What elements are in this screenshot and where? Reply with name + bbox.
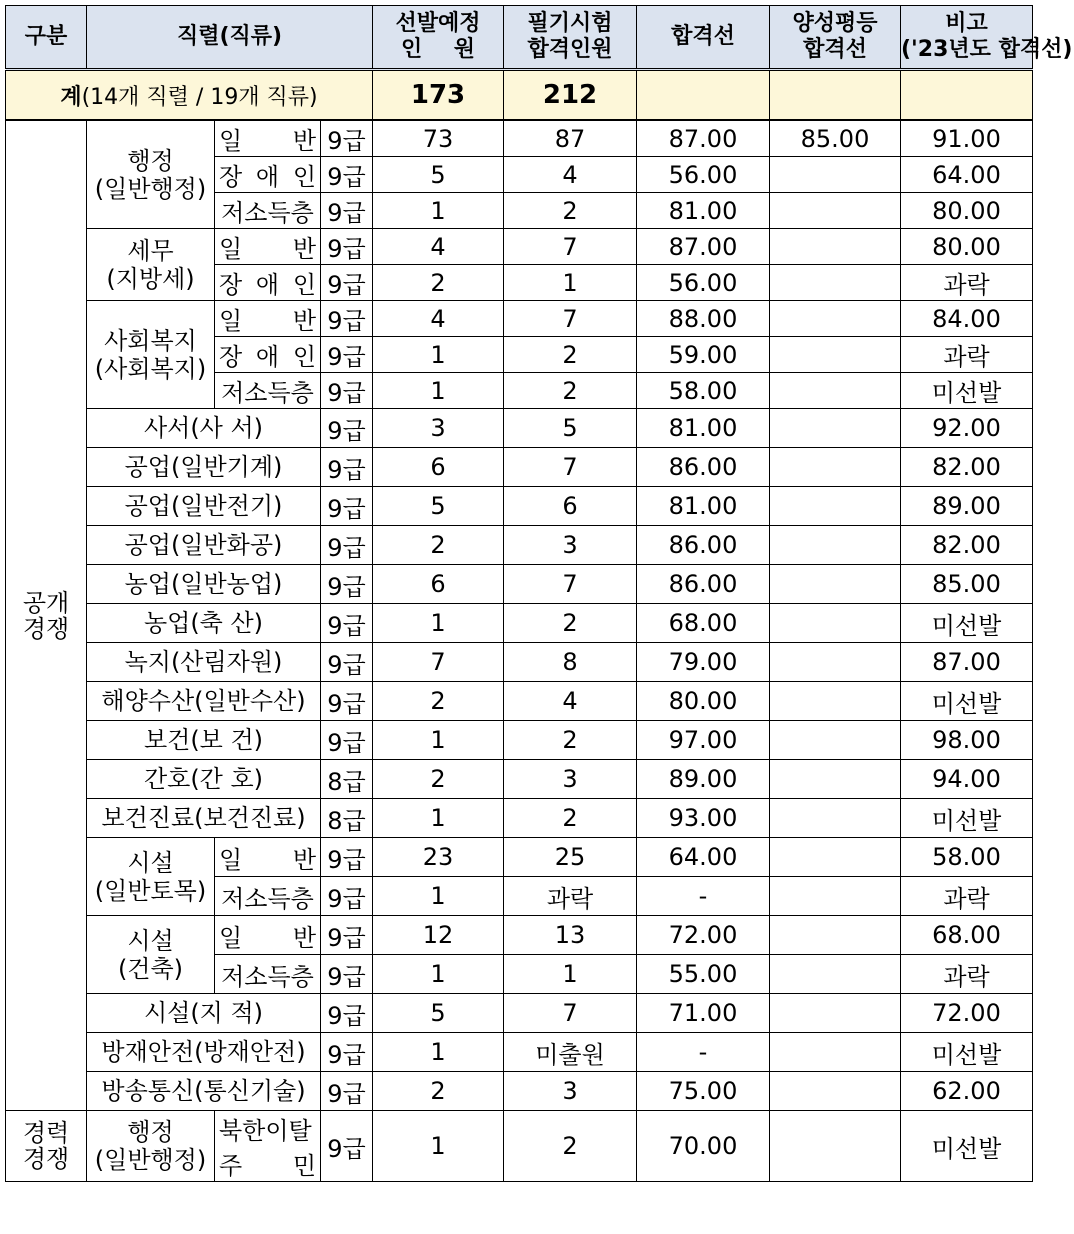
- series-sub-cell: 장 애 인: [215, 337, 321, 373]
- planned-cell: 2: [373, 1072, 504, 1111]
- planned-cell: 6: [373, 448, 504, 487]
- written-cell: 1: [504, 955, 637, 994]
- note-cell: 미선발: [901, 1033, 1033, 1072]
- cutoff-cell: 68.00: [637, 604, 770, 643]
- written-cell: 2: [504, 373, 637, 409]
- planned-cell: 2: [373, 760, 504, 799]
- total-planned: 173: [373, 70, 504, 121]
- table-row: [6, 120, 1033, 157]
- grade-cell: 9급: [321, 337, 373, 373]
- cutoff-cell: 86.00: [637, 565, 770, 604]
- note-cell: 58.00: [901, 838, 1033, 877]
- gender-cutoff-cell: [770, 1033, 901, 1072]
- gender-cutoff-cell: [770, 877, 901, 916]
- note-cell: 82.00: [901, 526, 1033, 565]
- gender-cutoff-cell: [770, 721, 901, 760]
- total-cutoff: [637, 70, 770, 121]
- gender-cutoff-cell: [770, 799, 901, 838]
- total-row: [6, 70, 1033, 121]
- cutoff-cell: 59.00: [637, 337, 770, 373]
- series-cell: 시설(지 적): [87, 994, 321, 1033]
- grade-cell: 9급: [321, 838, 373, 877]
- table-row: [6, 448, 1033, 487]
- written-cell: 2: [504, 721, 637, 760]
- header-note-line2: ('23년도 합격선): [901, 37, 1073, 62]
- grade-cell: 9급: [321, 682, 373, 721]
- section-open-competition: 공개 경쟁: [6, 120, 87, 1111]
- series-job-cell: 행정 (일반행정): [87, 1111, 215, 1182]
- gender-cutoff-cell: [770, 409, 901, 448]
- grade-cell: 9급: [321, 994, 373, 1033]
- gender-cutoff-cell: [770, 643, 901, 682]
- header-planned: [373, 6, 504, 70]
- cutoff-cell: -: [637, 1033, 770, 1072]
- cutoff-cell: 89.00: [637, 760, 770, 799]
- cutoff-cell: 87.00: [637, 229, 770, 265]
- header-row: [6, 6, 1033, 70]
- series-cell: 보건(보 건): [87, 721, 321, 760]
- series-cell: 녹지(산림자원): [87, 643, 321, 682]
- grade-cell: 9급: [321, 565, 373, 604]
- series-cell: 사서(사 서): [87, 409, 321, 448]
- series-sub-cell: 장 애 인: [215, 265, 321, 301]
- gender-cutoff-cell: [770, 265, 901, 301]
- table-row: [6, 994, 1033, 1033]
- table-row: [6, 1033, 1033, 1072]
- written-cell: 4: [504, 682, 637, 721]
- cutoff-cell: 81.00: [637, 487, 770, 526]
- cutoff-cell: 81.00: [637, 193, 770, 229]
- cutoff-cell: 80.00: [637, 682, 770, 721]
- table-row: [6, 838, 1033, 877]
- total-note: [901, 70, 1033, 121]
- cutoff-cell: 86.00: [637, 448, 770, 487]
- written-cell: 2: [504, 799, 637, 838]
- cutoff-cell: 87.00: [637, 120, 770, 157]
- cutoff-cell: 86.00: [637, 526, 770, 565]
- cutoff-cell: 75.00: [637, 1072, 770, 1111]
- written-cell: 3: [504, 760, 637, 799]
- note-cell: 68.00: [901, 916, 1033, 955]
- section-career-competition: 경력 경쟁: [6, 1111, 87, 1182]
- recruitment-results-sheet: [5, 5, 1073, 1182]
- series-job-cell: 행정 (일반행정): [87, 120, 215, 229]
- cutoff-cell: 64.00: [637, 838, 770, 877]
- header-planned-line1: 선발예정: [395, 11, 481, 36]
- planned-cell: 1: [373, 721, 504, 760]
- cutoff-cell: 81.00: [637, 409, 770, 448]
- written-cell: 87: [504, 120, 637, 157]
- table-row: [6, 760, 1033, 799]
- gender-cutoff-cell: [770, 604, 901, 643]
- grade-cell: 9급: [321, 487, 373, 526]
- cutoff-cell: 97.00: [637, 721, 770, 760]
- note-cell: 80.00: [901, 193, 1033, 229]
- results-table: [5, 5, 1073, 1182]
- cutoff-cell: 56.00: [637, 157, 770, 193]
- planned-cell: 73: [373, 120, 504, 157]
- grade-cell: 9급: [321, 193, 373, 229]
- written-cell: 2: [504, 604, 637, 643]
- written-cell: 과락: [504, 877, 637, 916]
- gender-cutoff-cell: [770, 301, 901, 337]
- written-cell: 6: [504, 487, 637, 526]
- series-cell: 농업(축 산): [87, 604, 321, 643]
- planned-cell: 1: [373, 1033, 504, 1072]
- grade-cell: 9급: [321, 157, 373, 193]
- series-sub-cell: 저소득층: [215, 193, 321, 229]
- planned-cell: 12: [373, 916, 504, 955]
- series-sub-cell: 일 반: [215, 916, 321, 955]
- note-cell: 미선발: [901, 373, 1033, 409]
- grade-cell: 9급: [321, 373, 373, 409]
- cutoff-cell: 88.00: [637, 301, 770, 337]
- planned-cell: 1: [373, 193, 504, 229]
- series-cell: 간호(간 호): [87, 760, 321, 799]
- note-cell: 87.00: [901, 643, 1033, 682]
- total-label-rest: (14개 직렬 / 19개 직류): [81, 84, 318, 110]
- planned-cell: 2: [373, 265, 504, 301]
- note-cell: 과락: [901, 265, 1033, 301]
- total-gender: [770, 70, 901, 121]
- series-sub-cell: 일 반: [215, 229, 321, 265]
- series-cell: 방송통신(통신기술): [87, 1072, 321, 1111]
- table-row: [6, 1072, 1033, 1111]
- gender-cutoff-cell: 85.00: [770, 120, 901, 157]
- written-cell: 2: [504, 1111, 637, 1182]
- written-cell: 3: [504, 526, 637, 565]
- cutoff-cell: 72.00: [637, 916, 770, 955]
- series-job-cell: 사회복지 (사회복지): [87, 301, 215, 409]
- grade-cell: 9급: [321, 301, 373, 337]
- note-cell: 미선발: [901, 1111, 1033, 1182]
- series-sub-cell: 저소득층: [215, 373, 321, 409]
- gender-cutoff-cell: [770, 994, 901, 1033]
- grade-cell: 9급: [321, 1072, 373, 1111]
- planned-cell: 1: [373, 373, 504, 409]
- gender-cutoff-cell: [770, 1111, 901, 1182]
- written-cell: 25: [504, 838, 637, 877]
- gender-cutoff-cell: [770, 487, 901, 526]
- series-job-cell: 세무 (지방세): [87, 229, 215, 301]
- grade-cell: 9급: [321, 721, 373, 760]
- total-written: 212: [504, 70, 637, 121]
- planned-cell: 1: [373, 337, 504, 373]
- note-cell: 과락: [901, 955, 1033, 994]
- gender-cutoff-cell: [770, 193, 901, 229]
- note-cell: 84.00: [901, 301, 1033, 337]
- note-cell: 미선발: [901, 682, 1033, 721]
- cutoff-cell: 70.00: [637, 1111, 770, 1182]
- header-written: [504, 6, 637, 70]
- cutoff-cell: 55.00: [637, 955, 770, 994]
- table-row: [6, 643, 1033, 682]
- planned-cell: 1: [373, 799, 504, 838]
- note-cell: 92.00: [901, 409, 1033, 448]
- table-row: [6, 721, 1033, 760]
- cutoff-cell: 93.00: [637, 799, 770, 838]
- note-cell: 미선발: [901, 799, 1033, 838]
- series-cell: 공업(일반화공): [87, 526, 321, 565]
- header-series: 직렬(직류): [87, 6, 373, 70]
- header-gender-line1: 양성평등: [792, 11, 878, 36]
- table-row: [6, 799, 1033, 838]
- header-note-line1: 비고: [945, 11, 988, 36]
- grade-cell: 9급: [321, 643, 373, 682]
- planned-cell: 1: [373, 604, 504, 643]
- series-sub-cell: 장 애 인: [215, 157, 321, 193]
- table-row: [6, 1111, 1033, 1182]
- gender-cutoff-cell: [770, 1072, 901, 1111]
- gender-cutoff-cell: [770, 337, 901, 373]
- gender-cutoff-cell: [770, 526, 901, 565]
- note-cell: 82.00: [901, 448, 1033, 487]
- written-cell: 3: [504, 1072, 637, 1111]
- series-sub-cell: 저소득층: [215, 877, 321, 916]
- planned-cell: 7: [373, 643, 504, 682]
- cutoff-cell: 79.00: [637, 643, 770, 682]
- series-job-cell: 시설 (일반토목): [87, 838, 215, 916]
- series-cell: 방재안전(방재안전): [87, 1033, 321, 1072]
- gender-cutoff-cell: [770, 682, 901, 721]
- written-cell: 2: [504, 193, 637, 229]
- note-cell: 98.00: [901, 721, 1033, 760]
- grade-cell: 9급: [321, 877, 373, 916]
- cutoff-cell: -: [637, 877, 770, 916]
- series-sub-cell: 저소득층: [215, 955, 321, 994]
- planned-cell: 6: [373, 565, 504, 604]
- table-row: [6, 604, 1033, 643]
- grade-cell: 9급: [321, 120, 373, 157]
- written-cell: 7: [504, 565, 637, 604]
- written-cell: 4: [504, 157, 637, 193]
- grade-cell: 8급: [321, 799, 373, 838]
- written-cell: 7: [504, 301, 637, 337]
- planned-cell: 23: [373, 838, 504, 877]
- written-cell: 7: [504, 229, 637, 265]
- series-cell: 농업(일반농업): [87, 565, 321, 604]
- written-cell: 8: [504, 643, 637, 682]
- table-row: [6, 682, 1033, 721]
- grade-cell: 8급: [321, 760, 373, 799]
- written-cell: 7: [504, 994, 637, 1033]
- note-cell: 91.00: [901, 120, 1033, 157]
- planned-cell: 1: [373, 1111, 504, 1182]
- gender-cutoff-cell: [770, 565, 901, 604]
- grade-cell: 9급: [321, 229, 373, 265]
- gender-cutoff-cell: [770, 448, 901, 487]
- planned-cell: 5: [373, 487, 504, 526]
- grade-cell: 9급: [321, 526, 373, 565]
- planned-cell: 2: [373, 526, 504, 565]
- written-cell: 1: [504, 265, 637, 301]
- table-row: [6, 409, 1033, 448]
- total-label: [6, 70, 373, 121]
- gender-cutoff-cell: [770, 955, 901, 994]
- note-cell: 과락: [901, 337, 1033, 373]
- written-cell: 5: [504, 409, 637, 448]
- grade-cell: 9급: [321, 955, 373, 994]
- note-cell: 85.00: [901, 565, 1033, 604]
- planned-cell: 4: [373, 301, 504, 337]
- written-cell: 2: [504, 337, 637, 373]
- table-row: [6, 565, 1033, 604]
- gender-cutoff-cell: [770, 373, 901, 409]
- planned-cell: 2: [373, 682, 504, 721]
- note-cell: 89.00: [901, 487, 1033, 526]
- planned-cell: 5: [373, 157, 504, 193]
- written-cell: 미출원: [504, 1033, 637, 1072]
- note-cell: 80.00: [901, 229, 1033, 265]
- cutoff-cell: 58.00: [637, 373, 770, 409]
- gender-cutoff-cell: [770, 838, 901, 877]
- series-cell: 공업(일반기계): [87, 448, 321, 487]
- written-cell: 13: [504, 916, 637, 955]
- grade-cell: 9급: [321, 409, 373, 448]
- table-row: [6, 526, 1033, 565]
- series-sub-cell: 일 반: [215, 838, 321, 877]
- series-sub-cell: 일 반: [215, 301, 321, 337]
- gender-cutoff-cell: [770, 916, 901, 955]
- series-cell: 공업(일반전기): [87, 487, 321, 526]
- header-note: [901, 6, 1073, 70]
- header-category: 구분: [6, 6, 87, 70]
- note-cell: 64.00: [901, 157, 1033, 193]
- table-row: [6, 301, 1033, 337]
- note-cell: 94.00: [901, 760, 1033, 799]
- series-sub-cell: 일 반: [215, 120, 321, 157]
- note-cell: 과락: [901, 877, 1033, 916]
- grade-cell: 9급: [321, 916, 373, 955]
- series-cell: 보건진료(보건진료): [87, 799, 321, 838]
- gender-cutoff-cell: [770, 157, 901, 193]
- header-gender: [770, 6, 901, 70]
- table-row: [6, 229, 1033, 265]
- header-gender-line2: 합격선: [803, 37, 867, 62]
- cutoff-cell: 71.00: [637, 994, 770, 1033]
- planned-cell: 1: [373, 955, 504, 994]
- grade-cell: 9급: [321, 448, 373, 487]
- series-sub-cell: 북한이탈 주 민: [215, 1111, 321, 1182]
- planned-cell: 3: [373, 409, 504, 448]
- series-cell: 해양수산(일반수산): [87, 682, 321, 721]
- table-row: [6, 916, 1033, 955]
- planned-cell: 4: [373, 229, 504, 265]
- grade-cell: 9급: [321, 1111, 373, 1182]
- planned-cell: 1: [373, 877, 504, 916]
- gender-cutoff-cell: [770, 760, 901, 799]
- note-cell: 72.00: [901, 994, 1033, 1033]
- planned-cell: 5: [373, 994, 504, 1033]
- header-written-line1: 필기시험: [527, 11, 613, 36]
- note-cell: 62.00: [901, 1072, 1033, 1111]
- total-label-bold: 계: [60, 84, 82, 110]
- note-cell: 미선발: [901, 604, 1033, 643]
- grade-cell: 9급: [321, 265, 373, 301]
- written-cell: 7: [504, 448, 637, 487]
- cutoff-cell: 56.00: [637, 265, 770, 301]
- grade-cell: 9급: [321, 1033, 373, 1072]
- header-written-line2: 합격인원: [527, 37, 613, 62]
- header-cutoff: 합격선: [637, 6, 770, 70]
- series-job-cell: 시설 (건축): [87, 916, 215, 994]
- gender-cutoff-cell: [770, 229, 901, 265]
- header-planned-line2: 인 원: [401, 37, 475, 62]
- grade-cell: 9급: [321, 604, 373, 643]
- table-row: [6, 487, 1033, 526]
